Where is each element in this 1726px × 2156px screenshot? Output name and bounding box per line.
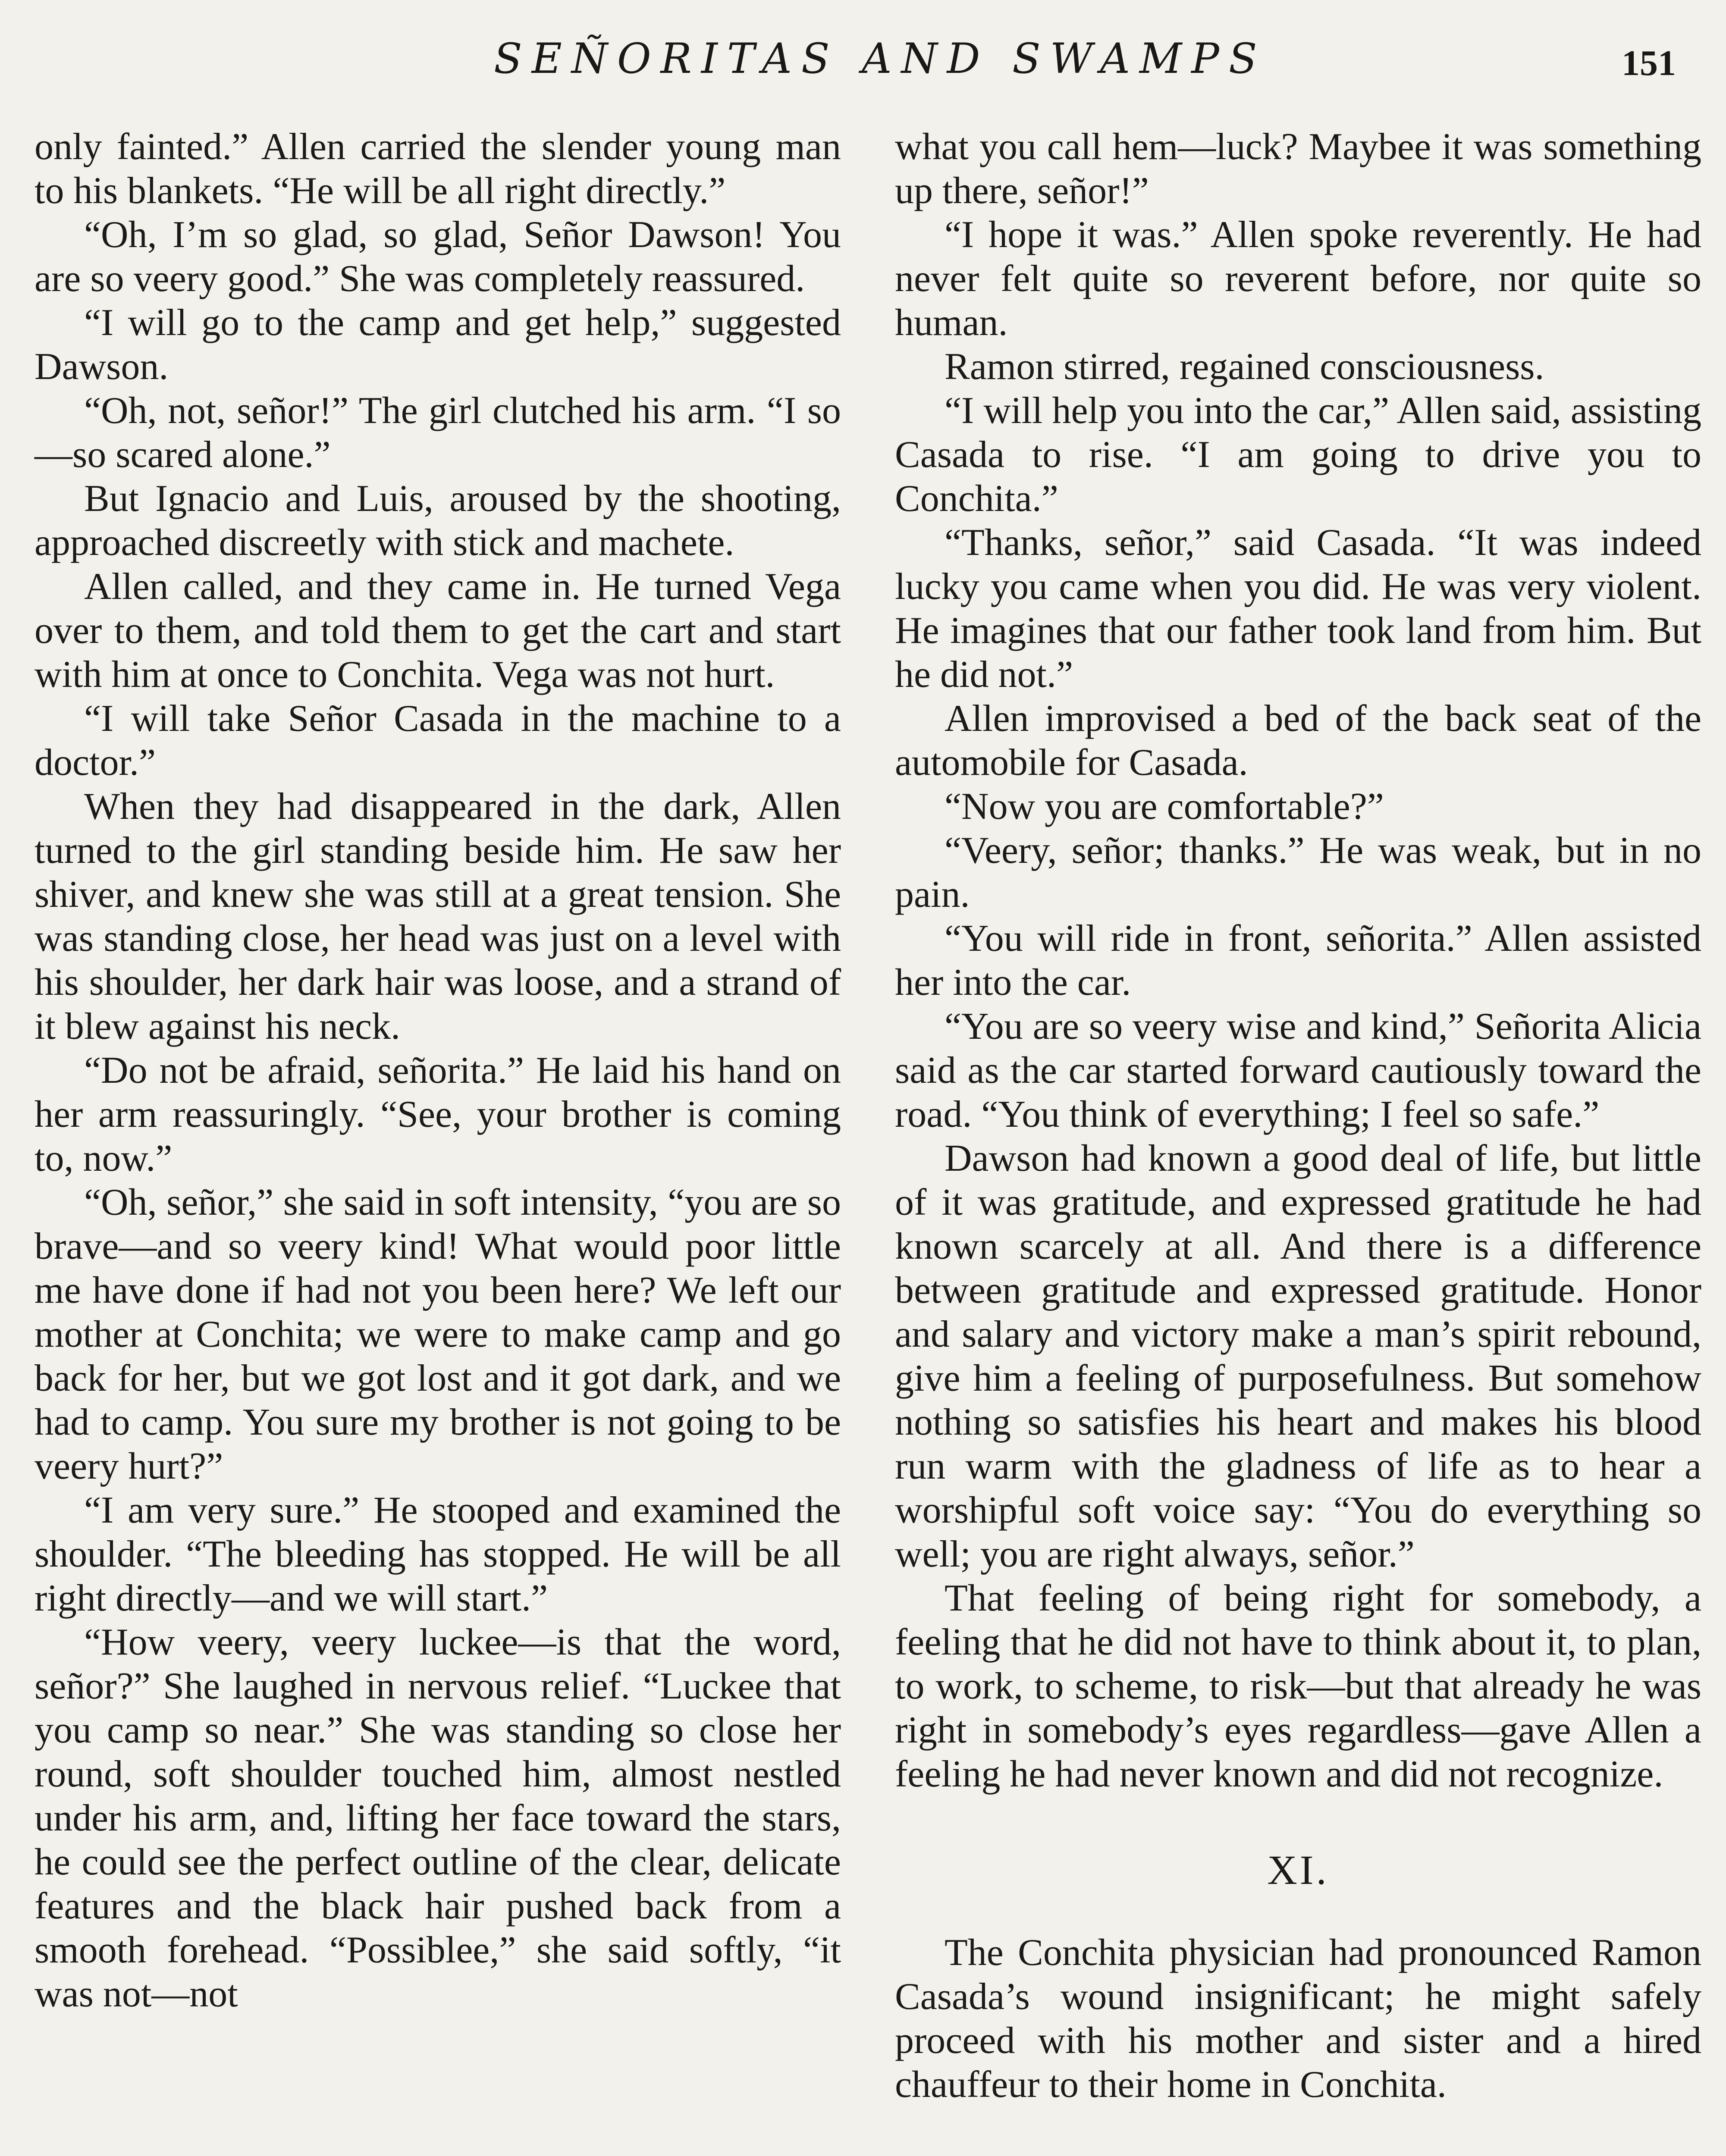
- paragraph: “You are so veery wise and kind,” Señorita Alicia said as the car started forward cautiously toward the road. “You think of everything; I feel so safe.”: [895, 1006, 1701, 1135]
- right-column: [895, 125, 1701, 2107]
- paragraph: When they had disappeared in the dark, Allen turned to the girl standing beside him. He saw her shiver, and knew she was still at a great tension. She was standing close, her head was just on a level with his shoulder, her dark hair was loose, and a strand of it blew against his neck.: [35, 786, 841, 1047]
- running-title: SEÑORITAS AND SWAMPS: [494, 34, 1267, 83]
- chapter-heading: XI.: [1267, 1847, 1329, 1893]
- paragraph: “I am very sure.” He stooped and examined the shoulder. “The bleeding has stopped. He will be all right directly—and we will start.”: [35, 1489, 841, 1619]
- paragraph: Dawson had known a good deal of life, but little of it was gratitude, and expressed gratitude he had known scarcely at all. And there is a difference between gratitude and expressed gratitude. Honor and salary and victory make a man’s spirit rebound, give him a feeling of purposefulness. But somehow nothing so satisfies his heart and makes his blood run warm with the gladness of life as to hear a worshipful soft voice say: “You do everything so well; you are right always, señor.”: [895, 1138, 1701, 1575]
- left-column: [35, 125, 841, 2016]
- paragraph: “You will ride in front, señorita.” Allen assisted her into the car.: [895, 918, 1701, 1003]
- paragraph: “Oh, señor,” she said in soft intensity, “you are so brave—and so veery kind! What would poor little me have done if had not you been here? We left our mother at Conchita; we were to make camp and go back for her, but we got lost and it got dark, and we had to camp. You sure my brother is not going to be veery hurt?”: [35, 1181, 841, 1487]
- paragraph: “I will help you into the car,” Allen said, assisting Casada to rise. “I am going to drive you to Conchita.”: [895, 390, 1701, 520]
- paragraph: “Do not be afraid, señorita.” He laid his hand on her arm reassuringly. “See, your brother is coming to, now.”: [35, 1050, 841, 1179]
- paragraph: only fainted.” Allen carried the slender young man to his blankets. “He will be all right directly.”: [35, 126, 841, 212]
- paragraph: Allen called, and they came in. He turned Vega over to them, and told them to get the cart and start with him at once to Conchita. Vega was not hurt.: [35, 566, 841, 696]
- chapter-opening-paragraph: The Conchita physician had pronounced Ramon Casada’s wound insignificant; he might safely proceed with his mother and sister and a hired chauffeur to their home in Conchita.: [895, 1932, 1701, 2106]
- paragraph: “How veery, veery luckee—is that the word, señor?” She laughed in nervous relief. “Luckee that you camp so near.” She was standing so close her round, soft shoulder touched him, almost nestled under his arm, and, lifting her face toward the stars, he could see the perfect outline of the clear, delicate features and the black hair pushed back from a smooth forehead. “Possiblee,” she said softly, “it was not—not: [35, 1621, 841, 2015]
- paragraph: Allen improvised a bed of the back seat of the automobile for Casada.: [895, 698, 1701, 783]
- paragraph: That feeling of being right for somebody, a feeling that he did not have to think about it, to plan, to work, to scheme, to risk—but that already he was right in somebody’s eyes regardless—gave Allen a feeling he had never known and did not recognize.: [895, 1577, 1701, 1795]
- paragraph: “Now you are comfortable?”: [945, 786, 1384, 827]
- paragraph: “I hope it was.” Allen spoke reverently. He had never felt quite so reverent before, nor quite so human.: [895, 214, 1701, 344]
- paragraph: “Oh, I’m so glad, so glad, Señor Dawson! You are so veery good.” She was completely reassured.: [35, 214, 841, 300]
- paragraph: But Ignacio and Luis, aroused by the shooting, approached discreetly with stick and machete.: [35, 478, 841, 564]
- page-header: [0, 26, 1726, 95]
- paragraph: “I will take Señor Casada in the machine to a doctor.”: [35, 698, 841, 783]
- paragraph: what you call hem—luck? Maybee it was something up there, señor!”: [895, 126, 1701, 212]
- paragraph: Ramon stirred, regained consciousness.: [945, 346, 1544, 388]
- paragraph: “Thanks, señor,” said Casada. “It was indeed lucky you came when you did. He was very violent. He imagines that our father took land from him. But he did not.”: [895, 522, 1701, 696]
- paragraph: “Oh, not, señor!” The girl clutched his arm. “I so—so scared alone.”: [35, 390, 841, 476]
- page-number: 151: [1622, 43, 1676, 83]
- paragraph: “Veery, señor; thanks.” He was weak, but in no pain.: [895, 830, 1701, 915]
- paragraph: “I will go to the camp and get help,” suggested Dawson.: [35, 302, 841, 388]
